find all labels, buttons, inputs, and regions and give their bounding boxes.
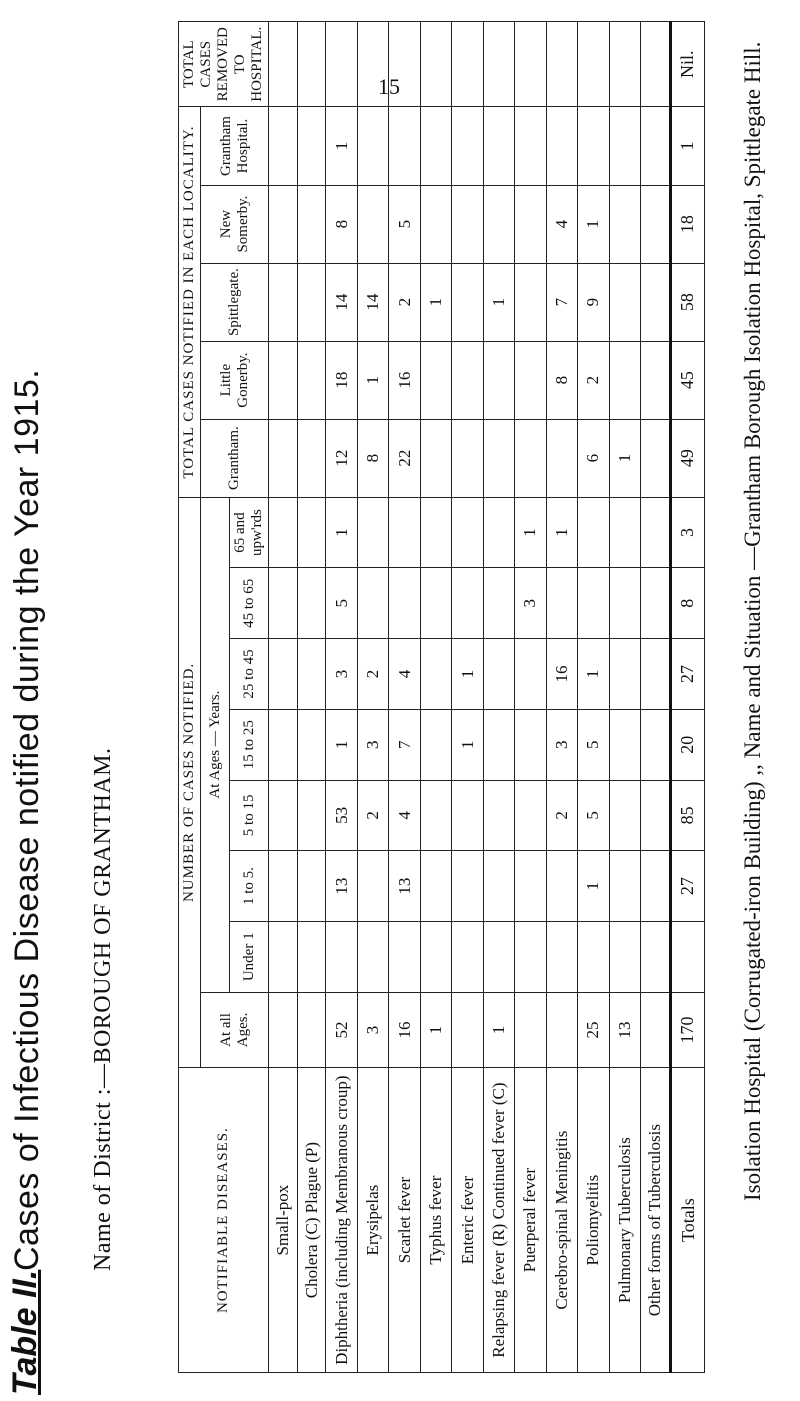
- cell-age-band: [546, 851, 577, 922]
- cell-age-band: 7: [389, 709, 420, 780]
- cell-age-band: [641, 851, 671, 922]
- header-removed-to-hospital: TOTAL CASES REMOVED TO HOSPITAL.: [179, 22, 269, 107]
- cell-age-band: [515, 780, 546, 851]
- cell-age-band: [420, 851, 451, 922]
- cell-all-ages: [297, 992, 326, 1068]
- cell-age-band: [269, 921, 298, 992]
- cell-age-band: [609, 639, 640, 710]
- header-age-45-to-65: 45 to 65: [230, 568, 269, 639]
- disease-name: Erysipelas: [357, 1068, 388, 1373]
- cell-locality: 1: [578, 185, 609, 263]
- header-locality-spittlegate: Spittlegate.: [201, 263, 269, 341]
- cell-locality: [269, 341, 298, 419]
- table-row: [389, 22, 420, 1373]
- cell-age-band: [483, 921, 514, 992]
- cell-age-band: [452, 921, 483, 992]
- table-row: [269, 22, 298, 1373]
- cell-age-band: [297, 639, 326, 710]
- cell-age-band: 3: [546, 709, 577, 780]
- cell-locality: 7: [546, 263, 577, 341]
- cell-age-band: 5: [578, 709, 609, 780]
- title: Cases of Infectious Disease notified during the Year 1915.: [8, 368, 46, 1271]
- total-locality: 45: [670, 341, 704, 419]
- header-locality-little-gonerby: Little Gonerby.: [201, 341, 269, 419]
- header-age-5-to-15: 5 to 15: [230, 780, 269, 851]
- cell-removed: [515, 22, 546, 107]
- cell-age-band: [515, 921, 546, 992]
- table-row: [515, 22, 546, 1373]
- cell-age-band: [641, 568, 671, 639]
- infectious-disease-table: [178, 21, 705, 1373]
- cell-locality: 2: [389, 263, 420, 341]
- cell-locality: [357, 107, 388, 185]
- cell-all-ages: 52: [326, 992, 357, 1068]
- cell-age-band: 4: [389, 780, 420, 851]
- cell-locality: 8: [546, 341, 577, 419]
- table-row: [357, 22, 388, 1373]
- header-total-by-locality: TOTAL CASES NOTIFIED IN EACH LOCALITY.: [179, 107, 201, 497]
- cell-age-band: [483, 851, 514, 922]
- cell-locality: [420, 185, 451, 263]
- cell-age-band: [546, 568, 577, 639]
- cell-age-band: [641, 921, 671, 992]
- cell-locality: [483, 419, 514, 497]
- cell-age-band: [483, 568, 514, 639]
- cell-locality: [483, 185, 514, 263]
- cell-removed: [578, 22, 609, 107]
- cell-locality: [515, 263, 546, 341]
- cell-locality: [641, 263, 671, 341]
- cell-removed: [357, 22, 388, 107]
- cell-all-ages: 1: [420, 992, 451, 1068]
- disease-name: Puerperal fever: [515, 1068, 546, 1373]
- cell-age-band: [641, 709, 671, 780]
- cell-age-band: [389, 568, 420, 639]
- cell-age-band: 2: [546, 780, 577, 851]
- header-locality-new-somerby: New Somerby.: [201, 185, 269, 263]
- cell-locality: [452, 263, 483, 341]
- disease-name: Pulmonary Tuberculosis: [609, 1068, 640, 1373]
- cell-age-band: [609, 921, 640, 992]
- cell-age-band: [641, 639, 671, 710]
- cell-locality: 1: [483, 263, 514, 341]
- cell-age-band: [420, 639, 451, 710]
- cell-age-band: [269, 780, 298, 851]
- cell-all-ages: 25: [578, 992, 609, 1068]
- total-age-band: [670, 921, 704, 992]
- header-at-ages-years: At Ages — Years.: [201, 497, 230, 992]
- cell-locality: 14: [357, 263, 388, 341]
- cell-age-band: [297, 497, 326, 568]
- cell-locality: [269, 185, 298, 263]
- cell-locality: 1: [357, 341, 388, 419]
- cell-locality: [515, 419, 546, 497]
- header-age-15-to-25: 15 to 25: [230, 709, 269, 780]
- table-row: [326, 22, 357, 1373]
- cell-locality: [609, 341, 640, 419]
- header-notifiable-diseases: NOTIFIABLE DISEASES.: [179, 1068, 269, 1373]
- cell-age-band: [546, 921, 577, 992]
- cell-locality: [452, 341, 483, 419]
- cell-age-band: [269, 851, 298, 922]
- header-age-65-and-upwards: 65 and upw'rds: [230, 497, 269, 568]
- header-row-1: [179, 22, 201, 1373]
- cell-locality: 16: [389, 341, 420, 419]
- cell-age-band: [578, 568, 609, 639]
- cell-age-band: [609, 497, 640, 568]
- cell-age-band: 16: [546, 639, 577, 710]
- cell-age-band: [269, 497, 298, 568]
- cell-removed: [546, 22, 577, 107]
- cell-removed: [641, 22, 671, 107]
- disease-name: Small-pox: [269, 1068, 298, 1373]
- cell-removed: [420, 22, 451, 107]
- cell-all-ages: 1: [483, 992, 514, 1068]
- cell-removed: [452, 22, 483, 107]
- cell-locality: 2: [578, 341, 609, 419]
- cell-age-band: [420, 780, 451, 851]
- cell-locality: [452, 419, 483, 497]
- cell-locality: 6: [578, 419, 609, 497]
- cell-age-band: [420, 709, 451, 780]
- table-row: [641, 22, 671, 1373]
- cell-age-band: [389, 497, 420, 568]
- cell-age-band: 2: [357, 639, 388, 710]
- disease-name: Diphtheria (including Membranous croup): [326, 1068, 357, 1373]
- cell-age-band: [641, 497, 671, 568]
- cell-age-band: 1: [326, 709, 357, 780]
- cell-locality: 8: [326, 185, 357, 263]
- cell-locality: 4: [546, 185, 577, 263]
- cell-age-band: [578, 497, 609, 568]
- cell-age-band: [269, 709, 298, 780]
- cell-age-band: [297, 851, 326, 922]
- disease-name: Relapsing fever (R) Continued fever (C): [483, 1068, 514, 1373]
- district-line: Name of District :—BOROUGH OF GRANTHAM.: [90, 747, 116, 1271]
- cell-locality: [297, 107, 326, 185]
- cell-age-band: [483, 709, 514, 780]
- cell-locality: [297, 263, 326, 341]
- cell-age-band: [389, 921, 420, 992]
- cell-locality: [515, 107, 546, 185]
- cell-locality: [297, 341, 326, 419]
- total-age-band: 3: [670, 497, 704, 568]
- cell-age-band: 1: [578, 851, 609, 922]
- cell-all-ages: [546, 992, 577, 1068]
- cell-all-ages: [452, 992, 483, 1068]
- cell-locality: 1: [420, 263, 451, 341]
- cell-locality: [483, 107, 514, 185]
- cell-locality: [641, 419, 671, 497]
- cell-age-band: 1: [452, 709, 483, 780]
- total-locality: 18: [670, 185, 704, 263]
- cell-age-band: [420, 921, 451, 992]
- cell-removed: [297, 22, 326, 107]
- cell-age-band: [269, 568, 298, 639]
- total-locality: 49: [670, 419, 704, 497]
- cell-locality: [546, 419, 577, 497]
- total-removed: Nil.: [670, 22, 704, 107]
- cell-age-band: [297, 568, 326, 639]
- total-age-band: 27: [670, 851, 704, 922]
- cell-all-ages: 16: [389, 992, 420, 1068]
- table-title: [4, 0, 84, 1401]
- table-body: [269, 22, 705, 1373]
- cell-age-band: [357, 568, 388, 639]
- cell-age-band: 53: [326, 780, 357, 851]
- header-at-all-ages: At all Ages.: [201, 992, 269, 1068]
- cell-age-band: [357, 851, 388, 922]
- total-age-band: 85: [670, 780, 704, 851]
- cell-locality: 5: [389, 185, 420, 263]
- table-row: [420, 22, 451, 1373]
- cell-locality: [483, 341, 514, 419]
- disease-name: Scarlet fever: [389, 1068, 420, 1373]
- footer-note: Isolation Hospital (Corrugated-iron Building) ,, Name and Situation —Grantham Borough Isolation Hospital, Spittlegate Hill.: [740, 41, 765, 1201]
- total-locality: 58: [670, 263, 704, 341]
- cell-locality: [269, 107, 298, 185]
- cell-locality: [452, 185, 483, 263]
- cell-removed: [609, 22, 640, 107]
- cell-age-band: 1: [452, 639, 483, 710]
- cell-locality: [515, 341, 546, 419]
- cell-locality: [609, 185, 640, 263]
- cell-locality: [641, 185, 671, 263]
- totals-row: [670, 22, 704, 1373]
- cell-age-band: [297, 780, 326, 851]
- cell-age-band: [609, 851, 640, 922]
- totals-label: Totals: [670, 1068, 704, 1373]
- table-row: [609, 22, 640, 1373]
- cell-age-band: 13: [326, 851, 357, 922]
- cell-age-band: 3: [515, 568, 546, 639]
- cell-age-band: [452, 851, 483, 922]
- table-row: [483, 22, 514, 1373]
- header-number-of-cases: NUMBER OF CASES NOTIFIED.: [179, 497, 201, 1068]
- cell-locality: [515, 185, 546, 263]
- cell-age-band: 5: [578, 780, 609, 851]
- table-label: Table II.: [6, 1269, 44, 1395]
- cell-age-band: [269, 639, 298, 710]
- cell-age-band: [515, 851, 546, 922]
- cell-removed: [483, 22, 514, 107]
- cell-age-band: [609, 780, 640, 851]
- cell-locality: 18: [326, 341, 357, 419]
- cell-all-ages: 13: [609, 992, 640, 1068]
- cell-locality: [420, 419, 451, 497]
- cell-locality: [578, 107, 609, 185]
- disease-name: Cerebro-spinal Meningitis: [546, 1068, 577, 1373]
- cell-all-ages: [269, 992, 298, 1068]
- cell-age-band: [452, 497, 483, 568]
- cell-age-band: [297, 709, 326, 780]
- cell-all-ages: [641, 992, 671, 1068]
- header-locality-grantham: Grantham.: [201, 419, 269, 497]
- cell-removed: [326, 22, 357, 107]
- cell-locality: [641, 107, 671, 185]
- cell-locality: [546, 107, 577, 185]
- cell-age-band: [452, 568, 483, 639]
- cell-locality: 14: [326, 263, 357, 341]
- cell-age-band: 3: [326, 639, 357, 710]
- table-row: [452, 22, 483, 1373]
- cell-age-band: [420, 497, 451, 568]
- disease-name: Other forms of Tuberculosis: [641, 1068, 671, 1373]
- cell-age-band: [420, 568, 451, 639]
- cell-age-band: [483, 639, 514, 710]
- total-age-band: 27: [670, 639, 704, 710]
- cell-age-band: 1: [515, 497, 546, 568]
- cell-age-band: [326, 921, 357, 992]
- table-row: [578, 22, 609, 1373]
- cell-age-band: [452, 780, 483, 851]
- cell-age-band: 2: [357, 780, 388, 851]
- total-age-band: 20: [670, 709, 704, 780]
- cell-age-band: 3: [357, 709, 388, 780]
- cell-age-band: [483, 780, 514, 851]
- cell-locality: [269, 263, 298, 341]
- cell-locality: [297, 185, 326, 263]
- cell-locality: [641, 341, 671, 419]
- total-locality: 1: [670, 107, 704, 185]
- header-age-25-to-45: 25 to 45: [230, 639, 269, 710]
- cell-locality: [609, 107, 640, 185]
- cell-locality: [420, 107, 451, 185]
- cell-locality: [269, 419, 298, 497]
- cell-age-band: 13: [389, 851, 420, 922]
- cell-age-band: [483, 497, 514, 568]
- total-age-band: 8: [670, 568, 704, 639]
- disease-name: Poliomyelitis: [578, 1068, 609, 1373]
- cell-locality: [452, 107, 483, 185]
- cell-locality: [297, 419, 326, 497]
- page-number: 15: [378, 74, 400, 99]
- cell-age-band: [578, 921, 609, 992]
- header-age-under-1: Under 1: [230, 921, 269, 992]
- cell-age-band: 4: [389, 639, 420, 710]
- cell-locality: 8: [357, 419, 388, 497]
- cell-age-band: 5: [326, 568, 357, 639]
- cell-age-band: [641, 780, 671, 851]
- cell-all-ages: [515, 992, 546, 1068]
- cell-age-band: [609, 709, 640, 780]
- cell-age-band: [609, 568, 640, 639]
- cell-age-band: 1: [578, 639, 609, 710]
- cell-age-band: [357, 497, 388, 568]
- cell-age-band: [515, 709, 546, 780]
- cell-age-band: [357, 921, 388, 992]
- cell-locality: [420, 341, 451, 419]
- cell-removed: [269, 22, 298, 107]
- cell-locality: 1: [326, 107, 357, 185]
- cell-locality: [357, 185, 388, 263]
- cell-locality: 12: [326, 419, 357, 497]
- cell-locality: 9: [578, 263, 609, 341]
- table-row: [546, 22, 577, 1373]
- cell-age-band: [297, 921, 326, 992]
- cell-age-band: 1: [546, 497, 577, 568]
- cell-locality: [609, 263, 640, 341]
- cell-locality: 1: [609, 419, 640, 497]
- cell-age-band: 1: [326, 497, 357, 568]
- disease-name: Cholera (C) Plague (P): [297, 1068, 326, 1373]
- disease-name: Typhus fever: [420, 1068, 451, 1373]
- cell-all-ages: 3: [357, 992, 388, 1068]
- cell-removed: [389, 22, 420, 107]
- table-row: [297, 22, 326, 1373]
- disease-name: Enteric fever: [452, 1068, 483, 1373]
- header-locality-grantham-hospital: Grantham Hospital.: [201, 107, 269, 185]
- total-all-ages: 170: [670, 992, 704, 1068]
- cell-locality: [389, 107, 420, 185]
- header-age-1-to-5: 1 to 5.: [230, 851, 269, 922]
- cell-locality: 22: [389, 419, 420, 497]
- cell-age-band: [515, 639, 546, 710]
